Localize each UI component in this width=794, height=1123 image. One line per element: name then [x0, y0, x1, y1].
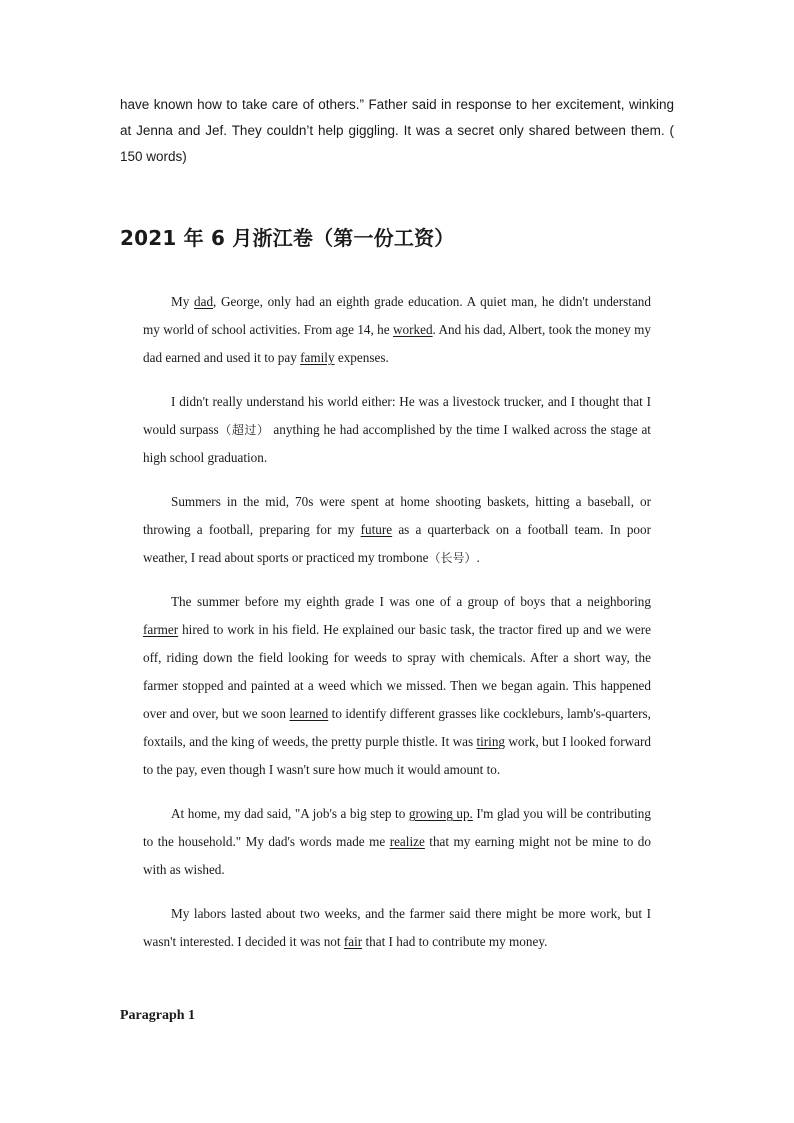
underlined-word: farmer [143, 622, 179, 637]
essay-paragraph-2 [143, 388, 651, 472]
text-run: expenses. [334, 350, 389, 365]
chinese-gloss: （超过） [218, 423, 270, 437]
continuation-paragraph: have known how to take care of others.” Father said in response to her excitement, winking at Jenna and Jef. They couldn’t help giggling. It was a secret only shared between them. ( 150 words) [120, 97, 674, 164]
underlined-word: realize [389, 834, 425, 849]
text-run: My labors lasted about two weeks, and the farmer said there might be more work, but I wasn't interested. I decided it was not [143, 906, 651, 949]
text-run: work, but I looked forward to the pay, even though I wasn't sure how much it would amount to. [143, 734, 651, 777]
essay-paragraph-1 [143, 288, 651, 372]
text-run: to identify different grasses like cockleburs, lamb's-quarters, foxtails, and the king of weeds, the pretty purple thistle. It was [143, 706, 651, 749]
underlined-word: future [360, 522, 393, 537]
text-run: The summer before my eighth grade I was one of a group of boys that a neighboring [171, 594, 651, 609]
underlined-word: growing up. [408, 806, 473, 821]
text-run: Summers in the mid, 70s were spent at home shooting baskets, hitting a baseball, or throwing a football, preparing for my [143, 494, 651, 537]
paragraph-label: Paragraph 1 [120, 1008, 196, 1023]
text-run: that I had to contribute my money. [362, 934, 548, 949]
chinese-gloss: （长号） [428, 551, 477, 565]
text-run: . [476, 550, 480, 565]
essay-paragraph-6 [143, 900, 651, 956]
text-run: At home, my dad said, "A job's a big step to [171, 806, 409, 821]
underlined-word: tiring [476, 734, 506, 749]
underlined-word: family [300, 350, 335, 365]
underlined-word: dad [194, 294, 214, 309]
text-run: as a quarterback on a football team. In poor weather, I read about sports or practiced my trombone [143, 522, 651, 565]
text-run: , George, only had an eighth grade education. A quiet man, he didn't understand my world of school activities. From age 14, he [143, 294, 651, 337]
text-run: that my earning might not be mine to do with as wished. [143, 834, 651, 877]
essay-paragraph-5 [143, 800, 651, 884]
underlined-word: fair [343, 934, 363, 949]
underlined-word: learned [289, 706, 329, 721]
essay-paragraph-3 [143, 488, 651, 572]
text-run: I'm glad you will be contributing to the household." My dad's words made me [143, 806, 651, 849]
text-run: hired to work in his field. He explained our basic task, the tractor fired up and we were off, riding down the field looking for weeds to spray with chemicals. After a short way, the farmer stopped and painted at a weed which we missed. Then we began again. This happened over and over, but we soon [143, 622, 651, 721]
text-run: . And his dad, Albert, took the money my dad earned and used it to pay [143, 322, 651, 365]
section-title: 2021 年 6 月浙江卷（第一份工资） [120, 226, 455, 250]
text-run: I didn't really understand his world either: He was a livestock trucker, and I thought that I would surpass [143, 394, 651, 437]
underlined-word: worked [392, 322, 433, 337]
essay-body [143, 288, 651, 972]
text-run: anything he had accomplished by the time I walked across the stage at high school graduation. [143, 422, 651, 465]
essay-paragraph-4 [143, 588, 651, 784]
text-run: My [171, 294, 194, 309]
